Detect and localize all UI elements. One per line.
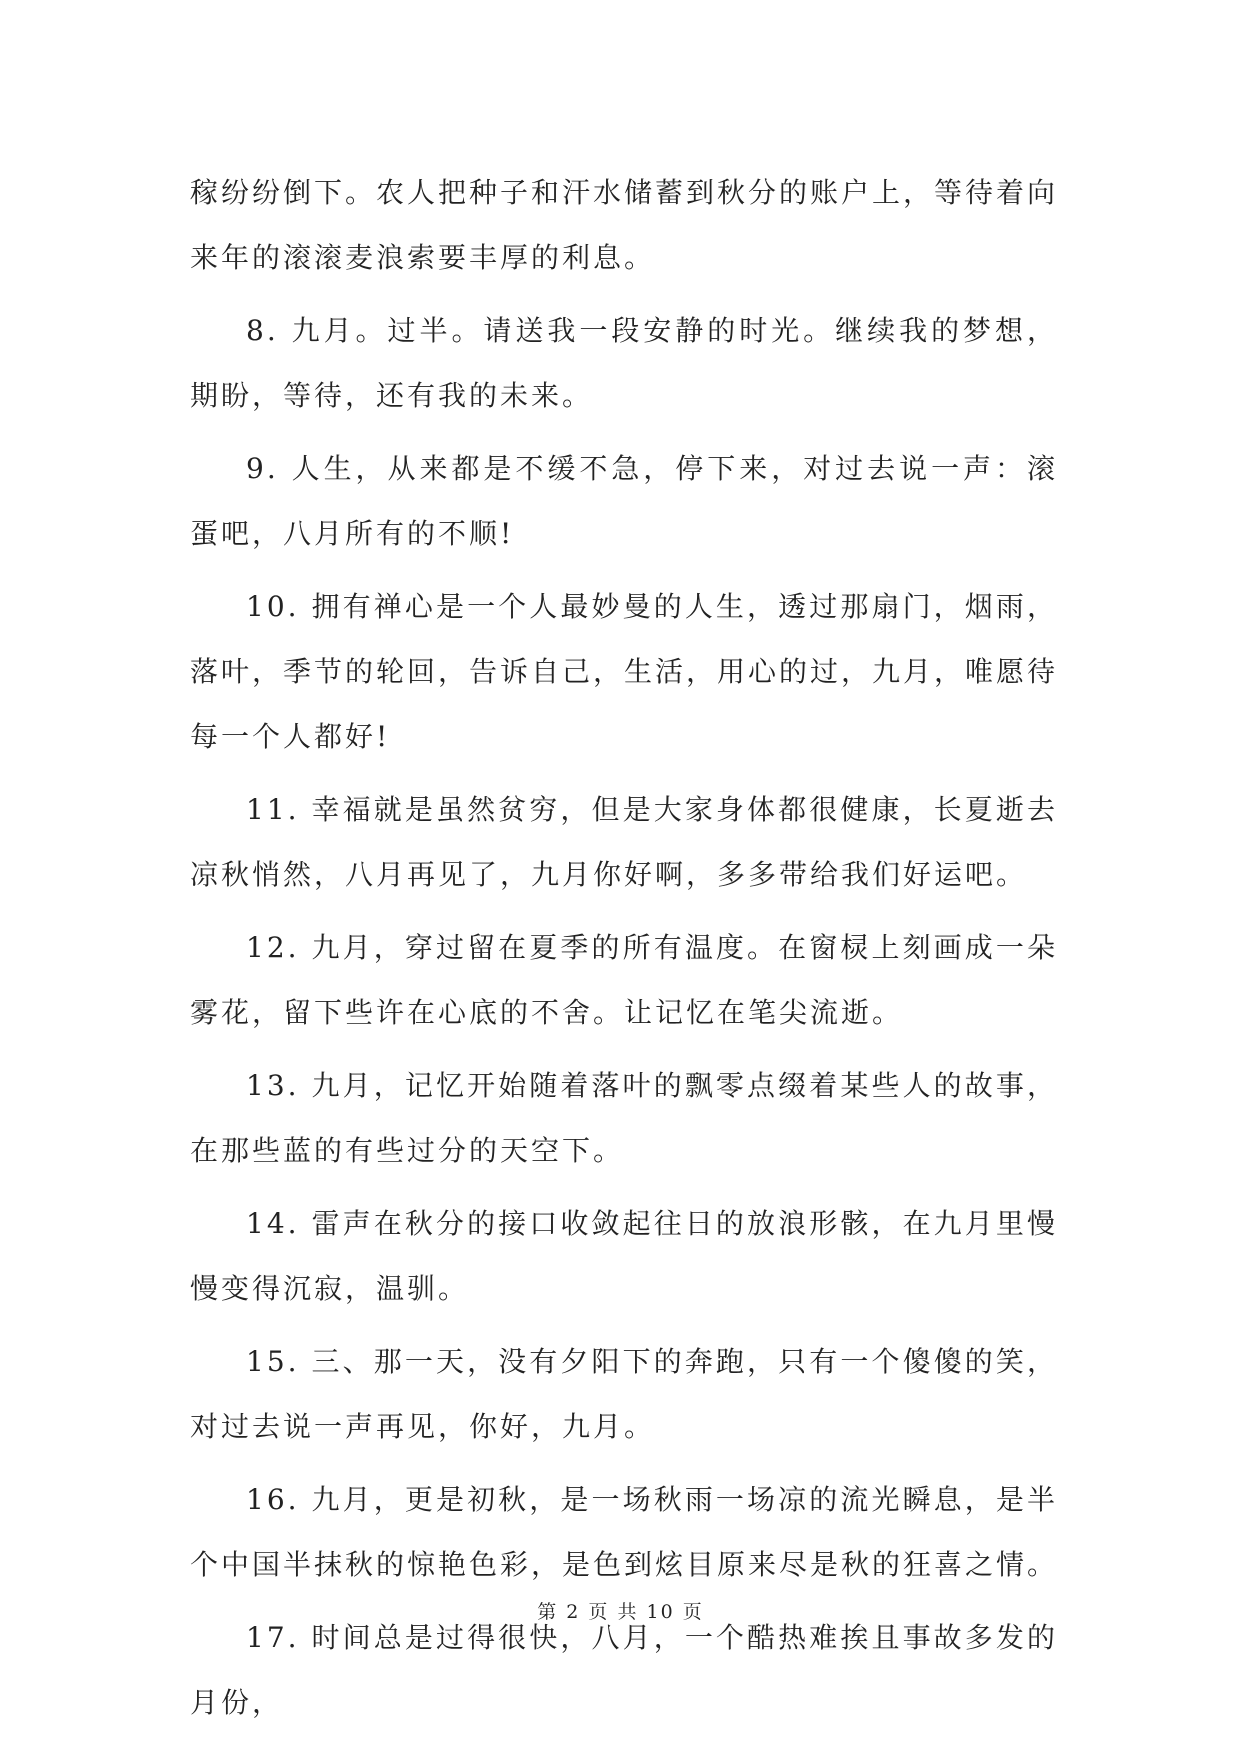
paragraph-item-9: 9. 人生，从来都是不缓不急，停下来，对过去说一声：滚蛋吧，八月所有的不顺! bbox=[190, 452, 1058, 550]
paragraph-item-16: 16. 九月，更是初秋，是一场秋雨一场凉的流光瞬息，是半个中国半抹秋的惊艳色彩，是色到炫目原来尽是秋的狂喜之情。 bbox=[190, 1483, 1059, 1581]
paragraph-item-8: 8. 九月。过半。请送我一段安静的时光。继续我的梦想，期盼，等待，还有我的未来。 bbox=[190, 314, 1058, 412]
page-number-footer: 第 2 页 共 10 页 bbox=[537, 1601, 704, 1623]
paragraph-item-10: 10. 拥有禅心是一个人最妙曼的人生，透过那扇门，烟雨，落叶，季节的轮回，告诉自己，生活，用心的过，九月，唯愿待每一个人都好! bbox=[190, 590, 1059, 753]
paragraph-item-14: 14. 雷声在秋分的接口收敛起往日的放浪形骸，在九月里慢慢变得沉寂，温驯。 bbox=[190, 1207, 1058, 1305]
document-body bbox=[190, 160, 1058, 1743]
paragraph-item-17: 17. 时间总是过得很快，八月，一个酷热难挨且事故多发的月份， bbox=[190, 1621, 1058, 1719]
paragraph-item-15: 15. 三、那一天，没有夕阳下的奔跑，只有一个傻傻的笑，对过去说一声再见，你好，九月。 bbox=[190, 1345, 1058, 1443]
paragraph-item-11: 11. 幸福就是虽然贫穷，但是大家身体都很健康，长夏逝去凉秋悄然，八月再见了，九月你好啊，多多带给我们好运吧。 bbox=[190, 793, 1058, 891]
paragraph-continuation: 稼纷纷倒下。农人把种子和汗水储蓄到秋分的账户上，等待着向来年的滚滚麦浪索要丰厚的利息。 bbox=[190, 176, 1059, 274]
paragraph-item-12: 12. 九月，穿过留在夏季的所有温度。在窗棂上刻画成一朵雾花，留下些许在心底的不舍。让记忆在笔尖流逝。 bbox=[190, 931, 1058, 1029]
paragraph-item-13: 13. 九月，记忆开始随着落叶的飘零点缀着某些人的故事，在那些蓝的有些过分的天空下。 bbox=[190, 1069, 1058, 1167]
